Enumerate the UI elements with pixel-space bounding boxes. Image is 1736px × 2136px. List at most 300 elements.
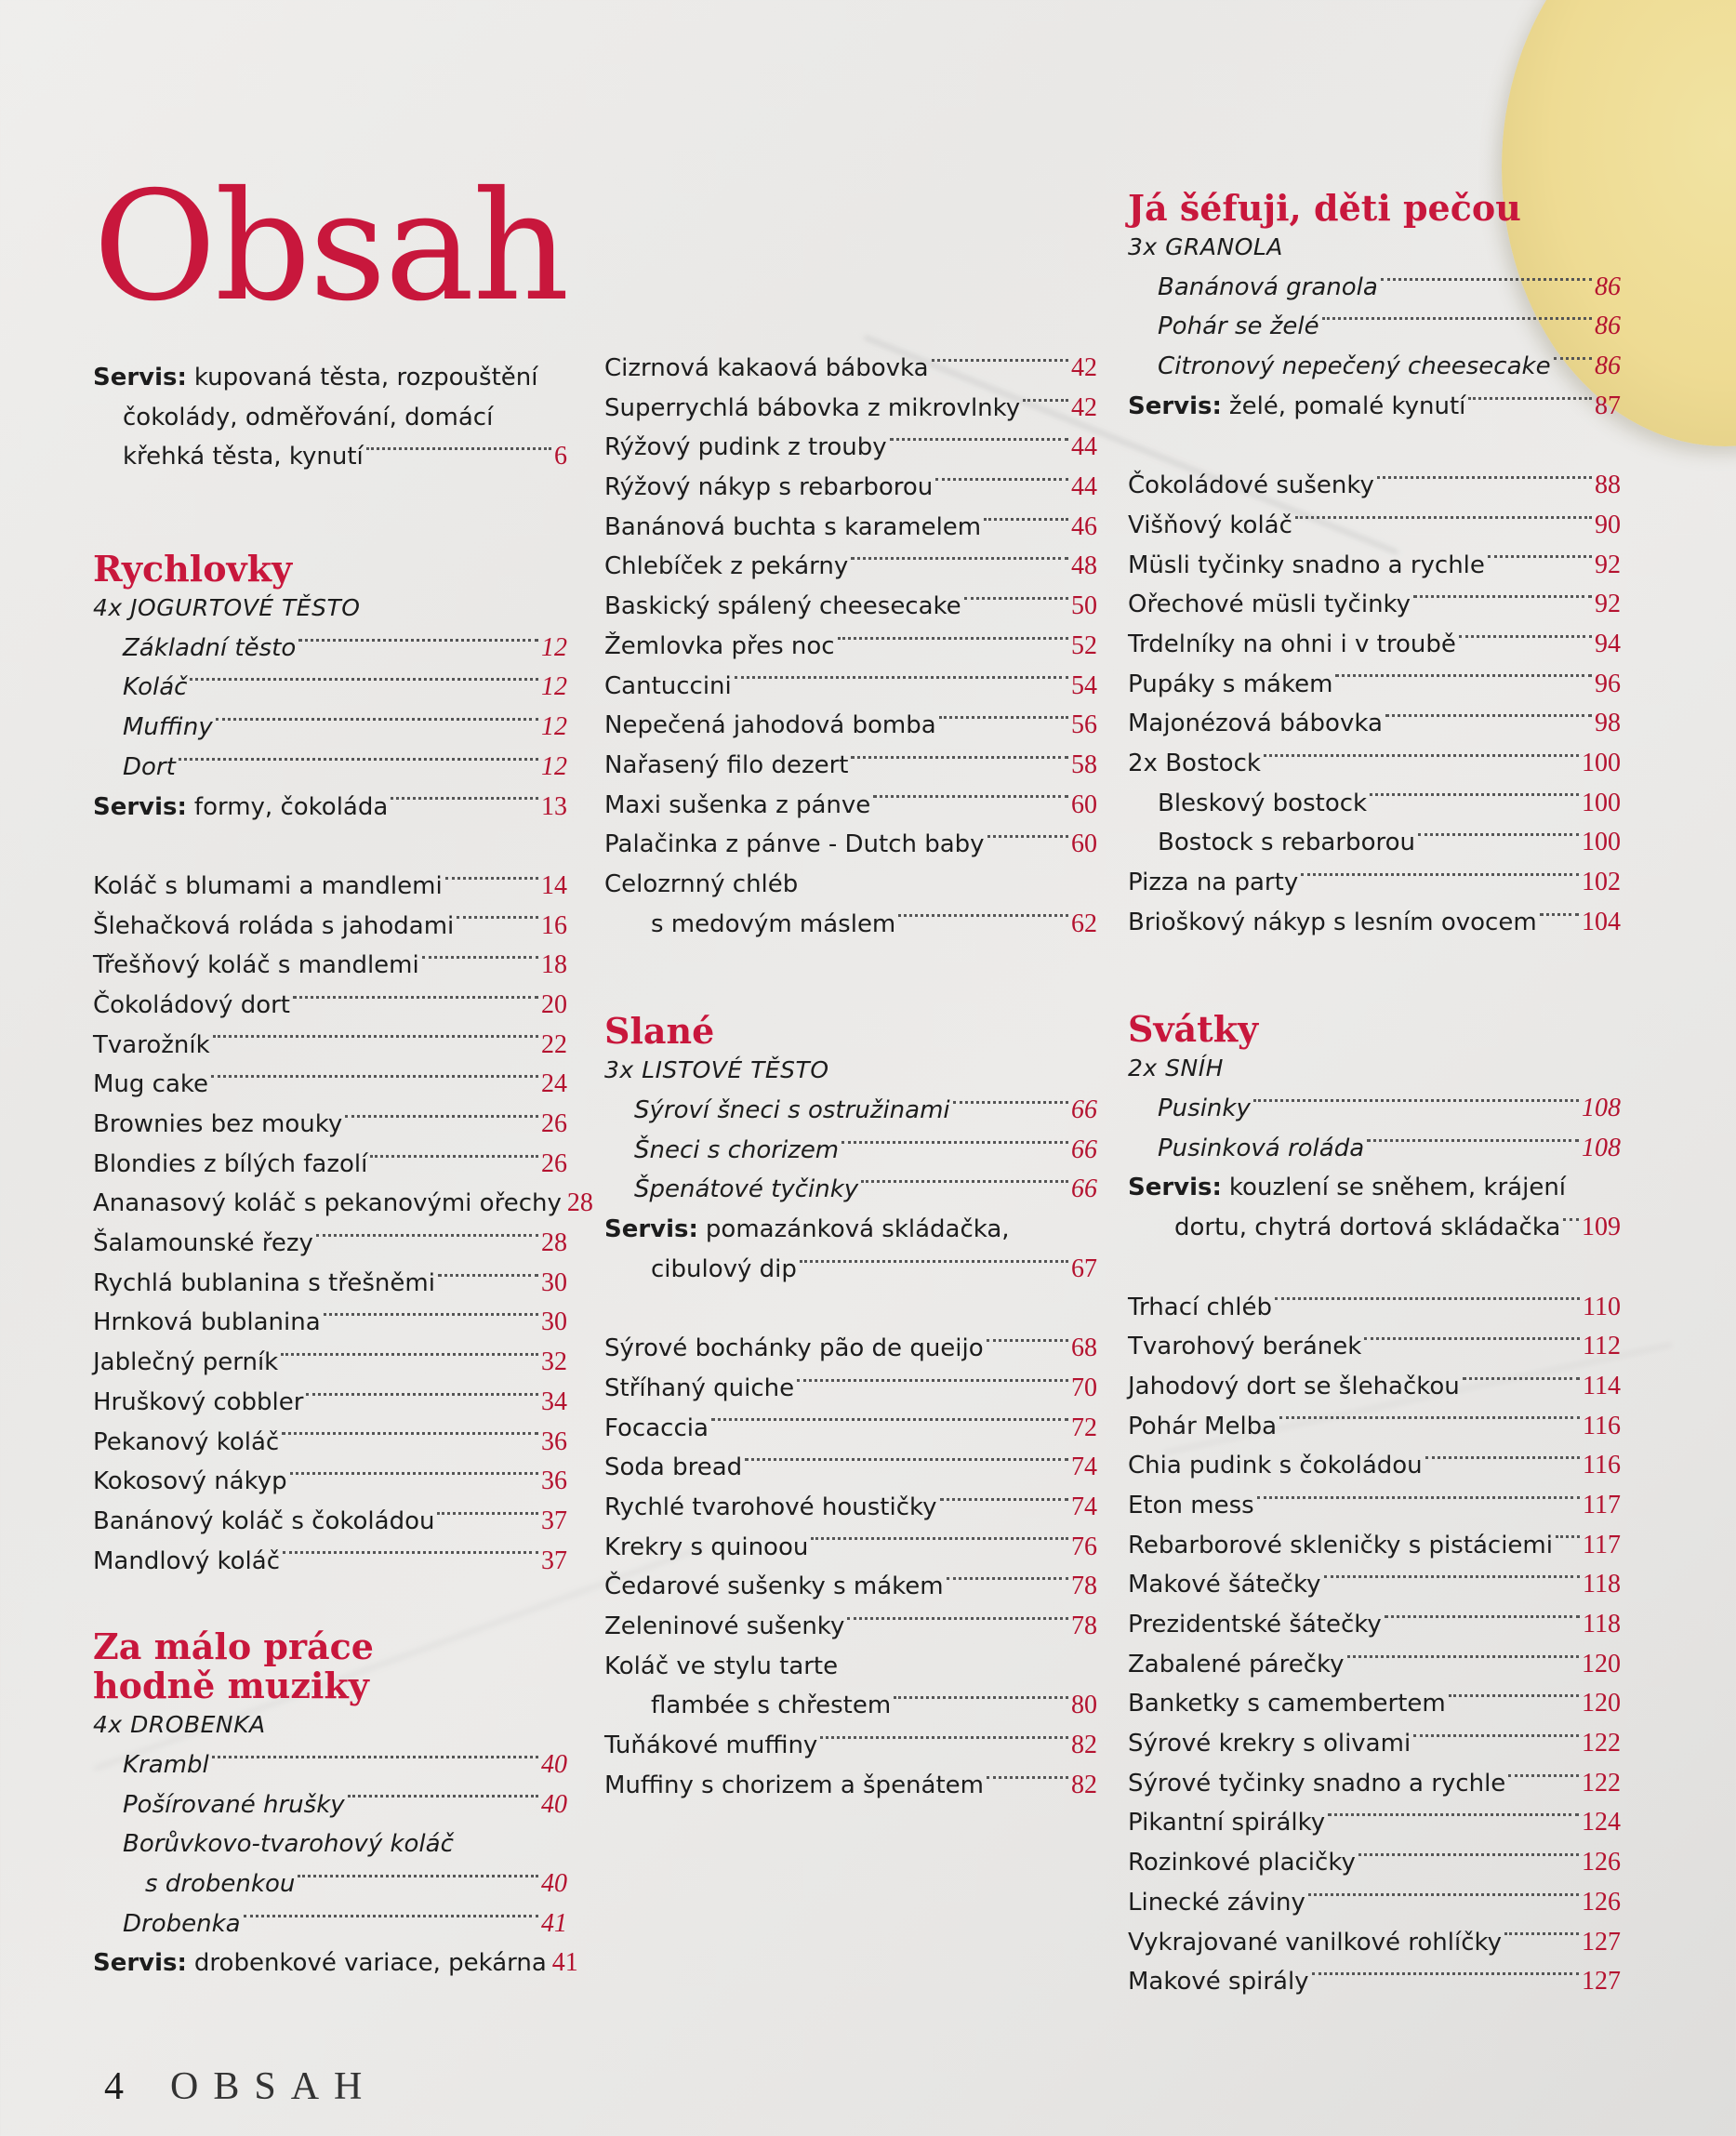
leader-dots bbox=[935, 478, 1068, 481]
leader-dots bbox=[437, 1512, 538, 1515]
toc-entry[interactable] bbox=[1128, 903, 1621, 943]
toc-entry[interactable] bbox=[604, 1567, 1097, 1607]
toc-entry[interactable] bbox=[604, 1686, 1097, 1726]
toc-entry-name: Základní těsto bbox=[123, 633, 297, 662]
section-heading: hodně muziky bbox=[93, 1665, 369, 1707]
toc-entry-name: Majonézová bábovka bbox=[1128, 710, 1383, 738]
leader-dots bbox=[298, 1875, 538, 1877]
toc-entry[interactable] bbox=[1128, 1565, 1621, 1605]
toc-entry[interactable] bbox=[93, 946, 567, 986]
leader-dots bbox=[211, 1075, 538, 1078]
leader-dots bbox=[290, 1472, 538, 1475]
section-heading: Svátky bbox=[1128, 1008, 1259, 1051]
toc-entry[interactable] bbox=[604, 905, 1097, 945]
toc-entry-name: Rýžový pudink z trouby bbox=[604, 433, 887, 462]
toc-entry-name: drobenkové variace, pekárna bbox=[193, 1949, 547, 1978]
toc-entry-name: Tuňákové muffiny bbox=[604, 1731, 818, 1759]
toc-entry-name: Bleskový bostock bbox=[1158, 789, 1368, 817]
leader-dots bbox=[1563, 1218, 1579, 1221]
leader-dots bbox=[1463, 1377, 1580, 1380]
toc-entry[interactable] bbox=[604, 825, 1097, 865]
section-heading: Slané bbox=[604, 1010, 715, 1053]
toc-entry[interactable] bbox=[93, 748, 567, 788]
toc-entry[interactable] bbox=[1128, 704, 1621, 744]
toc-entry[interactable] bbox=[93, 1065, 567, 1105]
toc-entry-name: Hruškový cobbler bbox=[93, 1387, 304, 1416]
toc-entry[interactable] bbox=[1128, 1923, 1621, 1963]
toc-entry[interactable] bbox=[1128, 466, 1621, 506]
leader-dots bbox=[281, 1353, 538, 1356]
leader-dots bbox=[293, 996, 538, 999]
toc-entry-name: Makové spirály bbox=[1128, 1968, 1309, 1997]
toc-entry-name: Mug cake bbox=[93, 1070, 209, 1099]
toc-page-number: 12 bbox=[541, 632, 567, 662]
toc-entry[interactable] bbox=[1128, 665, 1621, 705]
toc-entry-name: Sýrové krekry s olivami bbox=[1128, 1730, 1411, 1758]
toc-entry[interactable] bbox=[93, 1145, 567, 1185]
toc-page-number: 112 bbox=[1583, 1332, 1621, 1361]
toc-page-number: 124 bbox=[1582, 1808, 1621, 1837]
toc-entry[interactable] bbox=[93, 1303, 567, 1343]
servis-label: Servis: bbox=[93, 792, 187, 821]
leader-dots bbox=[1413, 1734, 1579, 1737]
toc-entry[interactable] bbox=[1128, 506, 1621, 546]
toc-entry-name: Muffiny bbox=[123, 713, 213, 742]
toc-entry-name: Sýrové bochánky pão de queijo bbox=[604, 1334, 984, 1363]
toc-entry[interactable] bbox=[1128, 1407, 1621, 1447]
toc-page-number: 86 bbox=[1595, 272, 1621, 301]
toc-entry[interactable] bbox=[1128, 1288, 1621, 1328]
toc-page-number: 14 bbox=[541, 870, 567, 900]
toc-entry[interactable] bbox=[1128, 625, 1621, 665]
toc-entry-name: Eton mess bbox=[1128, 1491, 1254, 1519]
leader-dots bbox=[820, 1736, 1068, 1739]
toc-page-number: 46 bbox=[1071, 511, 1097, 541]
toc-entry[interactable] bbox=[604, 468, 1097, 508]
toc-entry[interactable] bbox=[93, 1785, 567, 1825]
subsection-heading: 3x LISTOVÉ TĚSTO bbox=[604, 1056, 829, 1084]
toc-page-number: 16 bbox=[541, 910, 567, 940]
toc-entry[interactable] bbox=[93, 1184, 593, 1224]
leader-dots bbox=[438, 1274, 538, 1277]
toc-entry[interactable] bbox=[604, 1329, 1097, 1369]
toc-intro-text: kupovaná těsta, rozpouštění bbox=[193, 364, 538, 391]
leader-dots bbox=[940, 1498, 1069, 1501]
toc-page-number: 86 bbox=[1595, 352, 1621, 381]
toc-page-number: 87 bbox=[1595, 391, 1621, 420]
leader-dots bbox=[316, 1234, 538, 1237]
toc-page-number: 48 bbox=[1071, 551, 1097, 581]
toc-entry[interactable] bbox=[1128, 863, 1621, 903]
leader-dots bbox=[838, 637, 1068, 640]
toc-entry[interactable] bbox=[604, 1766, 1097, 1806]
toc-entry-servis[interactable] bbox=[93, 788, 567, 828]
toc-page-number: 44 bbox=[1071, 432, 1097, 462]
toc-entry[interactable] bbox=[604, 1369, 1097, 1409]
leader-dots bbox=[283, 1551, 538, 1554]
leader-dots bbox=[348, 1795, 538, 1798]
toc-page-number: 26 bbox=[541, 1148, 567, 1178]
leader-dots bbox=[370, 1155, 538, 1158]
toc-entry-name: Čedarové sušenky s mákem bbox=[604, 1572, 944, 1601]
section-heading: Za málo práce bbox=[93, 1625, 374, 1668]
toc-page-number: 12 bbox=[541, 712, 567, 742]
leader-dots bbox=[1556, 1535, 1580, 1538]
toc-entry[interactable] bbox=[1128, 1684, 1621, 1724]
leader-dots bbox=[847, 1617, 1068, 1620]
toc-page-number: 78 bbox=[1071, 1611, 1097, 1640]
toc-entry[interactable] bbox=[1128, 546, 1621, 586]
toc-entry[interactable] bbox=[93, 1423, 567, 1463]
toc-entry-name: křehká těsta, kynutí bbox=[123, 443, 364, 471]
toc-entry-name: Pikantní spirálky bbox=[1128, 1809, 1326, 1837]
toc-entry-name: želé, pomalé kynutí bbox=[1228, 391, 1466, 420]
leader-dots bbox=[987, 835, 1068, 838]
toc-page-number: 122 bbox=[1582, 1768, 1621, 1798]
toc-entry[interactable] bbox=[604, 508, 1097, 548]
toc-page-number: 28 bbox=[541, 1228, 567, 1258]
toc-entry-line: Borůvkovo-tvarohový koláč bbox=[123, 1830, 454, 1859]
leader-dots bbox=[1540, 913, 1579, 916]
toc-page-number: 116 bbox=[1583, 1451, 1621, 1480]
leader-dots bbox=[964, 597, 1068, 600]
toc-entry-name: Pohár se želé bbox=[1158, 312, 1319, 341]
leader-dots bbox=[457, 916, 538, 919]
toc-entry-name: Makové šátečky bbox=[1128, 1571, 1321, 1599]
leader-dots bbox=[987, 1339, 1068, 1342]
toc-entry-name: Rychlé tvarohové houstičky bbox=[604, 1493, 937, 1521]
toc-page-number: 92 bbox=[1595, 550, 1621, 579]
toc-entry[interactable] bbox=[93, 986, 567, 1026]
toc-entry[interactable] bbox=[93, 1745, 567, 1785]
toc-page-number: 66 bbox=[1071, 1095, 1097, 1124]
toc-entry-line: Celozrnný chléb bbox=[604, 869, 799, 898]
toc-page-number: 126 bbox=[1582, 1848, 1621, 1877]
toc-entry-name: Banánová granola bbox=[1158, 272, 1378, 301]
leader-dots bbox=[898, 914, 1068, 917]
toc-page-number: 82 bbox=[1071, 1770, 1097, 1799]
toc-entry-name: Kokosový nákyp bbox=[93, 1467, 287, 1496]
toc-page-number: 116 bbox=[1583, 1411, 1621, 1440]
toc-entry-name: Šalamounské řezy bbox=[93, 1229, 313, 1258]
servis-label: Servis: bbox=[93, 1949, 187, 1978]
toc-page-number: 41 bbox=[551, 1948, 578, 1978]
toc-entry[interactable] bbox=[1128, 823, 1621, 863]
leader-dots bbox=[841, 1141, 1068, 1144]
toc-entry[interactable] bbox=[1128, 307, 1621, 347]
toc-entry[interactable] bbox=[93, 1224, 567, 1264]
leader-dots bbox=[800, 1260, 1068, 1263]
toc-entry[interactable] bbox=[1128, 1486, 1621, 1526]
toc-entry[interactable] bbox=[1128, 1764, 1621, 1804]
toc-entry[interactable] bbox=[93, 1383, 567, 1423]
leader-dots bbox=[1335, 674, 1592, 677]
toc-entry[interactable] bbox=[604, 1170, 1097, 1210]
toc-entry[interactable] bbox=[93, 1343, 567, 1383]
toc-page-number: 58 bbox=[1071, 750, 1097, 779]
toc-entry[interactable] bbox=[93, 1105, 567, 1145]
toc-entry[interactable] bbox=[93, 1542, 567, 1582]
toc-entry-line bbox=[1128, 1168, 1621, 1208]
toc-entry[interactable] bbox=[93, 1502, 567, 1542]
toc-entry-name: Prezidentské šátečky bbox=[1128, 1611, 1382, 1638]
toc-entry[interactable] bbox=[604, 746, 1097, 786]
toc-entry-name: Baskický spálený cheesecake bbox=[604, 592, 961, 621]
toc-entry[interactable] bbox=[604, 1726, 1097, 1766]
toc-page-number: 108 bbox=[1582, 1133, 1621, 1162]
toc-page-number: 78 bbox=[1071, 1572, 1097, 1601]
toc-entry-name: Mandlový koláč bbox=[93, 1546, 281, 1575]
leader-dots bbox=[1459, 635, 1592, 638]
section-heading: Rychlovky bbox=[93, 548, 293, 590]
leader-dots bbox=[1508, 1774, 1579, 1777]
leader-dots bbox=[1328, 1813, 1579, 1816]
toc-entry[interactable] bbox=[93, 668, 567, 708]
toc-column-1 bbox=[93, 358, 593, 1983]
toc-page-number: 18 bbox=[541, 950, 567, 980]
toc-entry-name: Müsli tyčinky snadno a rychle bbox=[1128, 551, 1485, 579]
leader-dots bbox=[1418, 833, 1579, 836]
toc-entry-name: Jablečný perník bbox=[93, 1348, 279, 1377]
toc-entry[interactable] bbox=[1128, 1089, 1621, 1129]
toc-intro-line-1 bbox=[93, 358, 567, 398]
toc-page-number: 94 bbox=[1595, 629, 1621, 658]
toc-entry-name: Šneci s chorizem bbox=[634, 1135, 840, 1164]
toc-page-number: 126 bbox=[1582, 1887, 1621, 1917]
toc-entry[interactable] bbox=[604, 428, 1097, 468]
toc-entry-name: Rebarborové skleničky s pistáciemi bbox=[1128, 1531, 1553, 1559]
toc-page-number: 36 bbox=[541, 1466, 567, 1496]
toc-entry[interactable] bbox=[93, 437, 567, 477]
toc-entry[interactable] bbox=[604, 1131, 1097, 1171]
leader-dots bbox=[1322, 317, 1592, 320]
toc-entry[interactable] bbox=[604, 706, 1097, 746]
toc-page-number: 120 bbox=[1582, 1689, 1621, 1718]
toc-page-number: 60 bbox=[1071, 829, 1097, 859]
leader-dots bbox=[306, 1393, 538, 1396]
toc-entry-name: Pusinky bbox=[1158, 1095, 1251, 1123]
toc-page-number: 114 bbox=[1583, 1371, 1621, 1400]
leader-dots bbox=[735, 676, 1068, 679]
toc-entry-name: Zabalené párečky bbox=[1128, 1650, 1345, 1678]
toc-entry[interactable] bbox=[1128, 268, 1621, 308]
toc-entry[interactable] bbox=[604, 1091, 1097, 1131]
toc-entry-servis[interactable] bbox=[93, 1944, 578, 1983]
subsection-heading: 3x GRANOLA bbox=[1128, 233, 1283, 260]
toc-page-number: 90 bbox=[1595, 510, 1621, 539]
toc-entry-name: Cizrnová kakaová bábovka bbox=[604, 354, 929, 382]
toc-entry[interactable] bbox=[604, 667, 1097, 707]
toc-entry-name: Pekanový koláč bbox=[93, 1427, 280, 1456]
toc-entry[interactable] bbox=[93, 1026, 567, 1066]
leader-dots bbox=[851, 756, 1068, 759]
leader-dots bbox=[797, 1379, 1068, 1382]
toc-page-number: 74 bbox=[1071, 1453, 1097, 1482]
toc-entry[interactable] bbox=[93, 708, 567, 748]
toc-entry-name: Cantuccini bbox=[604, 671, 732, 700]
toc-entry[interactable] bbox=[604, 1409, 1097, 1449]
toc-entry[interactable] bbox=[1128, 1724, 1621, 1764]
toc-page-number: 37 bbox=[541, 1506, 567, 1535]
toc-entry[interactable] bbox=[1128, 1803, 1621, 1843]
toc-entry[interactable] bbox=[604, 1607, 1097, 1647]
leader-dots bbox=[745, 1458, 1068, 1461]
toc-entry[interactable] bbox=[1128, 1605, 1621, 1645]
toc-entry-line bbox=[604, 1210, 1097, 1250]
toc-entry[interactable] bbox=[604, 1528, 1097, 1568]
leader-dots bbox=[1023, 399, 1068, 402]
toc-entry[interactable] bbox=[1128, 744, 1621, 784]
toc-page-number: 118 bbox=[1583, 1610, 1621, 1638]
toc-entry-name: Pošírované hrušky bbox=[123, 1790, 345, 1819]
toc-entry-name: Pupáky s mákem bbox=[1128, 670, 1333, 698]
leader-dots bbox=[1275, 1297, 1580, 1300]
toc-page-number: 66 bbox=[1071, 1134, 1097, 1164]
leader-dots bbox=[345, 1115, 538, 1118]
leader-dots bbox=[366, 447, 551, 450]
toc-page-number: 44 bbox=[1071, 472, 1097, 502]
toc-page-number: 40 bbox=[541, 1869, 567, 1898]
toc-page-number: 42 bbox=[1071, 353, 1097, 382]
leader-dots bbox=[1257, 1496, 1580, 1499]
toc-entry[interactable] bbox=[1128, 1129, 1621, 1169]
toc-entry[interactable] bbox=[1128, 585, 1621, 625]
toc-entry-name: cibulový dip bbox=[651, 1254, 797, 1283]
toc-page-number: 56 bbox=[1071, 710, 1097, 740]
leader-dots bbox=[282, 1432, 538, 1435]
toc-page-number: 68 bbox=[1071, 1333, 1097, 1363]
toc-entry[interactable] bbox=[604, 1488, 1097, 1528]
toc-page-number: 110 bbox=[1583, 1292, 1621, 1321]
toc-entry-name: 2x Bostock bbox=[1128, 749, 1261, 777]
toc-entry[interactable] bbox=[1128, 1327, 1621, 1367]
toc-entry[interactable] bbox=[1128, 347, 1621, 387]
toc-entry-name: pomazánková skládačka, bbox=[705, 1215, 1010, 1244]
leader-dots bbox=[1264, 754, 1579, 757]
toc-entry[interactable] bbox=[1128, 1962, 1621, 2002]
toc-entry-name: Čokoládový dort bbox=[93, 990, 290, 1019]
toc-entry[interactable] bbox=[93, 1264, 567, 1304]
toc-entry-name: s medovým máslem bbox=[651, 909, 896, 938]
toc-entry-name: Soda bread bbox=[604, 1453, 743, 1482]
toc-entry-name: Jahodový dort se šlehačkou bbox=[1128, 1372, 1460, 1400]
toc-entry[interactable] bbox=[1128, 1526, 1621, 1566]
toc-entry-name: Pusinková roláda bbox=[1158, 1134, 1365, 1162]
toc-entry-name: Maxi sušenka z pánve bbox=[604, 790, 871, 819]
toc-page-number: 32 bbox=[541, 1347, 567, 1377]
leader-dots bbox=[391, 797, 538, 800]
toc-page-number: 70 bbox=[1071, 1373, 1097, 1402]
toc-entry-name: Banánový koláč s čokoládou bbox=[93, 1506, 435, 1535]
toc-page-number: 120 bbox=[1582, 1649, 1621, 1678]
page-title: Obsah bbox=[93, 160, 568, 335]
toc-entry-name: Sýrové tyčinky snadno a rychle bbox=[1128, 1769, 1506, 1798]
toc-entry[interactable] bbox=[604, 1250, 1097, 1290]
toc-entry-name: Brioškový nákyp s lesním ovocem bbox=[1128, 908, 1537, 936]
toc-page-number: 117 bbox=[1583, 1490, 1621, 1519]
leader-dots bbox=[216, 718, 538, 721]
toc-entry-servis[interactable] bbox=[1128, 387, 1621, 427]
leader-dots bbox=[190, 678, 538, 681]
toc-page-number: 50 bbox=[1071, 591, 1097, 621]
toc-entry[interactable] bbox=[93, 1864, 567, 1904]
toc-page-number: 28 bbox=[566, 1188, 593, 1218]
toc-entry[interactable] bbox=[93, 1904, 567, 1944]
toc-entry[interactable] bbox=[93, 629, 567, 669]
leader-dots bbox=[1358, 1853, 1579, 1856]
toc-entry-name: Blondies z bílých fazolí bbox=[93, 1149, 368, 1178]
toc-entry-name: Pohár Melba bbox=[1128, 1412, 1278, 1440]
toc-entry-name: Linecké záviny bbox=[1128, 1888, 1305, 1917]
toc-page-number: 37 bbox=[541, 1546, 567, 1575]
toc-page-number: 40 bbox=[541, 1749, 567, 1779]
toc-entry[interactable] bbox=[93, 907, 567, 947]
toc-page-number: 98 bbox=[1595, 709, 1621, 738]
toc-entry-name: Palačinka z pánve - Dutch baby bbox=[604, 830, 985, 859]
toc-entry-name: Krekry s quinoou bbox=[604, 1532, 809, 1561]
toc-entry[interactable] bbox=[1128, 784, 1621, 824]
toc-entry[interactable] bbox=[1128, 1367, 1621, 1407]
leader-dots bbox=[1468, 397, 1592, 400]
toc-entry-name: flambée s chřestem bbox=[651, 1692, 892, 1720]
leader-dots bbox=[1381, 278, 1592, 281]
toc-entry[interactable] bbox=[604, 547, 1097, 587]
leader-dots bbox=[212, 1756, 538, 1758]
servis-label: Servis: bbox=[1128, 1174, 1222, 1202]
toc-entry[interactable] bbox=[1128, 1645, 1621, 1685]
toc-entry[interactable] bbox=[604, 349, 1097, 389]
toc-entry-name: Šlehačková roláda s jahodami bbox=[93, 911, 455, 940]
leader-dots bbox=[1488, 555, 1592, 558]
leader-dots bbox=[1279, 1416, 1580, 1419]
toc-entry[interactable] bbox=[1128, 1883, 1621, 1923]
toc-entry-name: Citronový nepečený cheesecake bbox=[1158, 352, 1551, 381]
toc-entry[interactable] bbox=[93, 867, 567, 907]
toc-page-number: 96 bbox=[1595, 669, 1621, 698]
leader-dots bbox=[422, 956, 538, 959]
toc-page-number: 92 bbox=[1595, 590, 1621, 619]
toc-entry-name: Nepečená jahodová bomba bbox=[604, 711, 936, 740]
toc-page-number: 86 bbox=[1595, 312, 1621, 341]
toc-entry[interactable] bbox=[604, 627, 1097, 667]
toc-page-number: 22 bbox=[541, 1029, 567, 1059]
toc-entry[interactable] bbox=[1128, 1843, 1621, 1883]
toc-page-number: 100 bbox=[1582, 748, 1621, 777]
toc-page-number: 108 bbox=[1582, 1094, 1621, 1123]
servis-label: Servis: bbox=[1128, 391, 1222, 420]
toc-entry-name: Chia pudink s čokoládou bbox=[1128, 1452, 1423, 1480]
toc-entry[interactable] bbox=[1128, 1208, 1621, 1248]
toc-page-number: 117 bbox=[1583, 1530, 1621, 1559]
toc-entry[interactable] bbox=[604, 587, 1097, 627]
subsection-heading: 2x SNÍH bbox=[1128, 1055, 1224, 1082]
toc-page-number: 88 bbox=[1595, 471, 1621, 500]
toc-entry[interactable] bbox=[604, 389, 1097, 429]
toc-entry[interactable] bbox=[1128, 1446, 1621, 1486]
toc-page-number: 67 bbox=[1071, 1254, 1097, 1283]
toc-entry[interactable] bbox=[93, 1462, 567, 1502]
toc-entry[interactable] bbox=[604, 786, 1097, 826]
leader-dots bbox=[890, 438, 1068, 441]
toc-entry-name: Pizza na party bbox=[1128, 869, 1299, 896]
toc-page-number: 34 bbox=[541, 1386, 567, 1416]
toc-page-number: 80 bbox=[1071, 1691, 1097, 1720]
toc-page-number: 12 bbox=[541, 751, 567, 781]
leader-dots bbox=[851, 557, 1068, 560]
toc-entry[interactable] bbox=[604, 1448, 1097, 1488]
footer-page-number: 4 bbox=[104, 2065, 124, 2108]
toc-page-number: 102 bbox=[1582, 868, 1621, 896]
